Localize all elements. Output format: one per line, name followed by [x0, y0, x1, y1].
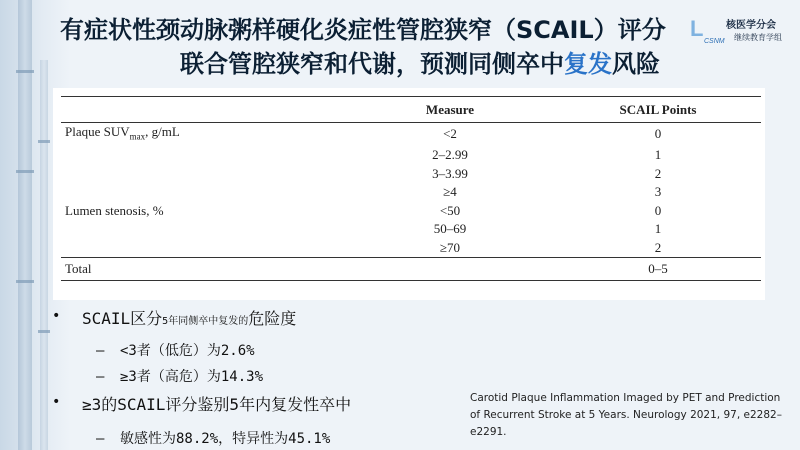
table-cell-points: 3: [654, 184, 662, 200]
bamboo-stalk: [18, 0, 32, 450]
table-row: [61, 220, 761, 239]
bullet-text: [82, 306, 296, 329]
table-total-row: [61, 258, 761, 281]
title-text: 联合管腔狭窄和代谢，预测同侧卒中: [180, 50, 564, 78]
table-row: [61, 239, 761, 258]
table-cell-points: 2: [654, 239, 662, 255]
bamboo-stalk: [40, 60, 48, 450]
logo-text: 核医学分会: [726, 20, 776, 31]
table-cell-measure: <2: [443, 126, 457, 142]
row-label-subscript: max: [129, 131, 146, 142]
title-text: 风险: [612, 50, 660, 78]
table-cell-measure: 50–69: [433, 221, 467, 237]
bamboo-node: [16, 170, 34, 173]
table-cell-label: [61, 123, 345, 147]
bullet-dot-icon: •: [52, 308, 61, 324]
table-header: Measure: [345, 97, 555, 123]
sub-bullet-item: [96, 340, 255, 360]
table-cell-measure: ≥4: [443, 184, 457, 200]
table-cell-label: [61, 146, 345, 165]
table-header: [61, 97, 345, 123]
slide-title-line2: [120, 44, 720, 79]
sub-bullet-text: <3者（低危）为2.6%: [120, 343, 255, 359]
scail-table: [61, 96, 761, 281]
table-cell-measure: 2–2.99: [432, 147, 468, 163]
table-cell-label: [61, 183, 345, 202]
table-cell-label: Lumen stenosis, %: [65, 202, 164, 218]
row-label: Plaque SUV: [65, 124, 130, 139]
bullet-dot-icon: •: [52, 394, 61, 410]
sub-bullet-item: [96, 366, 263, 386]
table-cell-points: 1: [654, 147, 662, 163]
scail-table-card: [53, 88, 765, 300]
table-cell-label: Total: [61, 258, 345, 281]
table-cell-points: 1: [654, 221, 662, 237]
bamboo-node: [16, 280, 34, 283]
table-cell-label: [61, 165, 345, 184]
table-cell-points: 0: [654, 202, 662, 218]
table-row: [61, 123, 761, 147]
sub-bullet-text: ≥3者（高危）为14.3%: [120, 369, 264, 385]
table-cell-points: 2: [654, 165, 662, 181]
citation: Carotid Plaque Inflammation Imaged by PET and Prediction of Recurrent Stroke at 5 Years. Neurology 2021, 97, e2282–e2291.: [470, 392, 782, 438]
table-header: SCAIL Points: [555, 97, 761, 123]
bullet-text: ≥3的SCAIL评分鉴别5年内复发性卒中: [82, 395, 352, 414]
logo-text: 继续教育学组: [734, 33, 782, 42]
table-cell-measure: <50: [439, 202, 461, 218]
table-cell-points: 0: [654, 126, 662, 142]
table-cell-label: [61, 239, 345, 258]
dash-icon: –: [96, 369, 105, 385]
table-row: [61, 183, 761, 202]
table-cell-measure: ≥70: [439, 239, 461, 255]
bullet-text-part: 危险度: [248, 309, 297, 328]
dash-icon: –: [96, 431, 105, 447]
logo-sub: CSNM: [704, 38, 725, 45]
sub-bullet-item: [96, 428, 330, 448]
table-cell-points: 0–5: [555, 258, 761, 281]
table-row: [61, 146, 761, 165]
slide-title-line1: 有症状性颈动脉粥样硬化炎症性管腔狭窄（SCAIL）评分: [60, 16, 666, 44]
dash-icon: –: [96, 343, 105, 359]
table-cell-label: [61, 220, 345, 239]
bullet-text-small: 5年同侧卒中复发的: [162, 316, 249, 327]
bamboo-node: [16, 70, 34, 73]
table-header-row: [61, 97, 761, 123]
logo-mark: L: [690, 16, 704, 41]
table-cell-measure: 3–3.99: [432, 165, 468, 181]
society-logo: [690, 14, 798, 50]
bamboo-node: [38, 140, 50, 143]
table-row: [61, 165, 761, 184]
table-row: [61, 202, 761, 221]
table-cell-measure: [345, 258, 555, 281]
bamboo-node: [38, 330, 50, 333]
sub-bullet-text: 敏感性为88.2%，特异性为45.1%: [120, 431, 331, 447]
title-highlight: 复发: [564, 50, 612, 78]
row-label-unit: , g/mL: [145, 124, 180, 139]
bullet-text-part: SCAIL区分: [82, 309, 163, 328]
